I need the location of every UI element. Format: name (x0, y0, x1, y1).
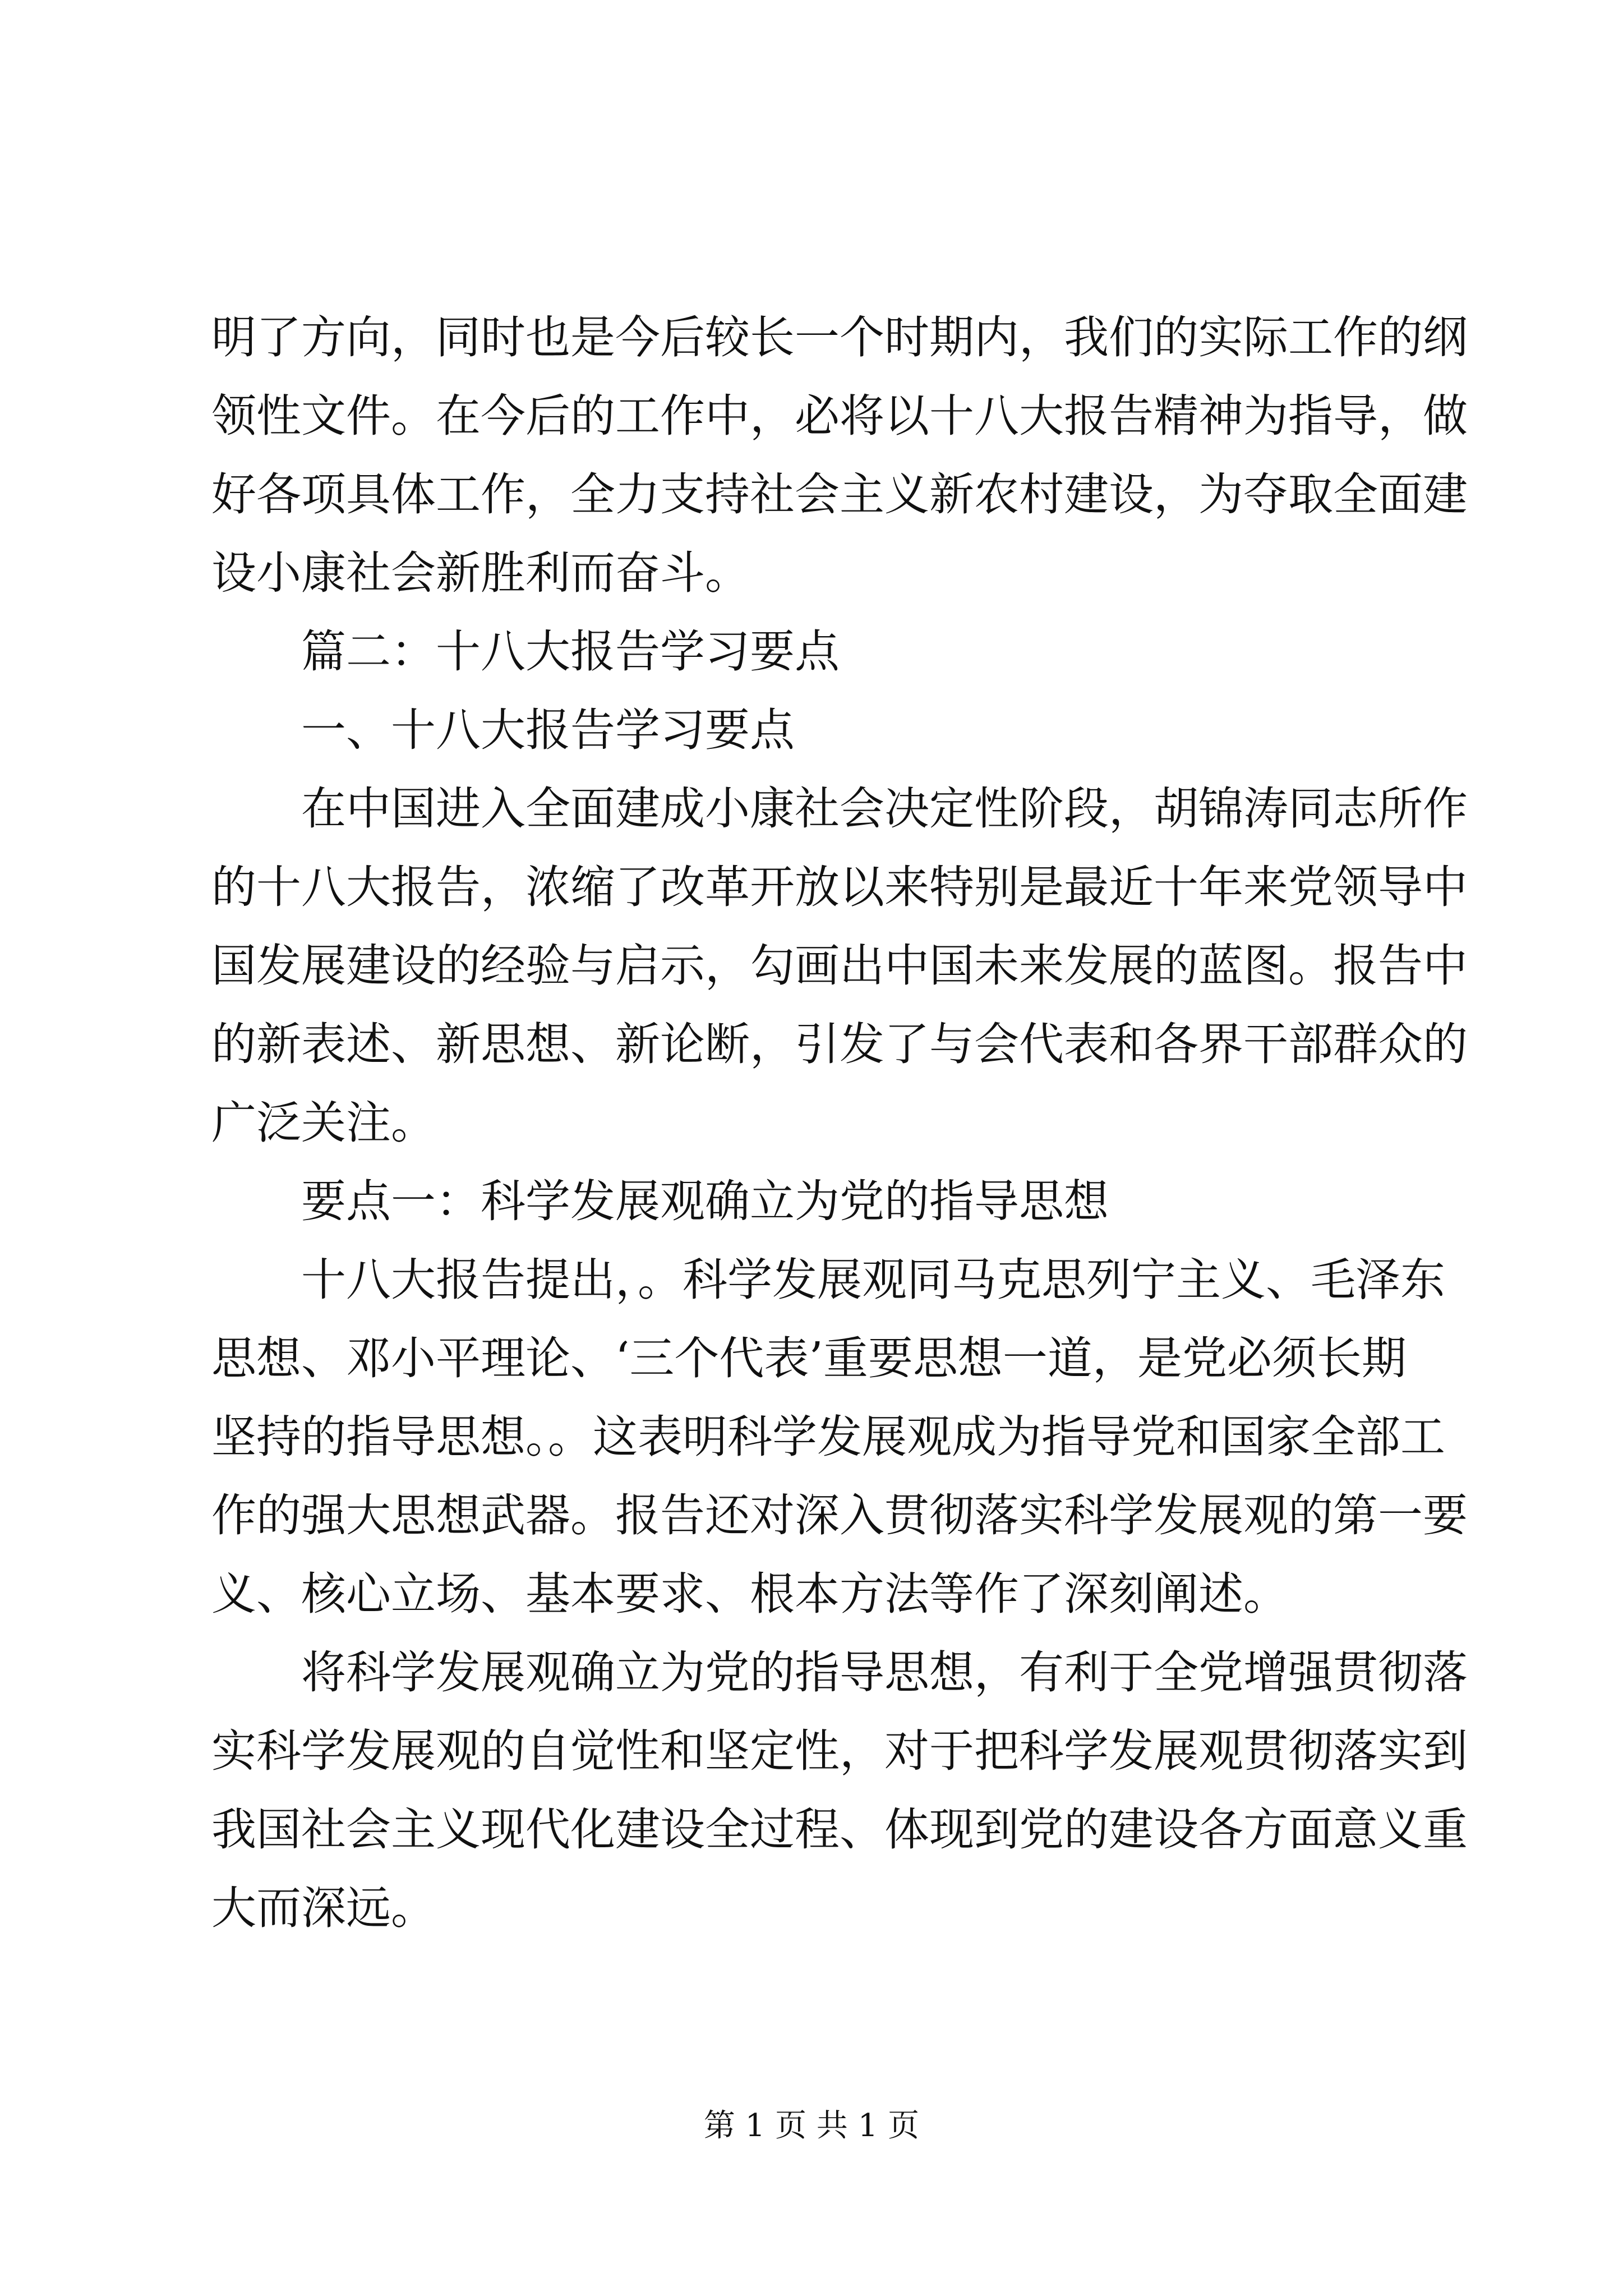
body-line: 好各项具体工作，全力支持社会主义新农村建设，为夺取全面建 (211, 468, 1468, 521)
body-line: 作的强大思想武器。报告还对深入贯彻落实科学发展观的第一要 (211, 1489, 1468, 1542)
body-line: 广泛关注。 (211, 1097, 436, 1149)
body-line: 坚持的指导思想。。这表明科学发展观成为指导党和国家全部工 (211, 1411, 1445, 1463)
body-line: 的新表述、新思想、新论断，引发了与会代表和各界干部群众的 (211, 1018, 1468, 1070)
body-line: 十八大报告提出，。科学发展观同马克思列宁主义、毛泽东 (301, 1254, 1445, 1306)
body-line: 在中国进入全面建成小康社会决定性阶段，胡锦涛同志所作 (301, 783, 1468, 835)
body-line: 将科学发展观确立为党的指导思想，有利于全党增强贯彻落 (301, 1646, 1468, 1699)
body-line: 我国社会主义现代化建设全过程、体现到党的建设各方面意义重 (211, 1803, 1468, 1856)
section-heading: 篇二：十八大报告学习要点 (301, 625, 840, 678)
point-heading: 要点一：科学发展观确立为党的指导思想 (301, 1175, 1109, 1227)
body-line: 的十八大报告，浓缩了改革开放以来特别是最近十年来党领导中 (211, 861, 1468, 913)
body-line: 实科学发展观的自觉性和坚定性，对于把科学发展观贯彻落实到 (211, 1725, 1468, 1777)
body-line: 设小康社会新胜利而奋斗。 (211, 547, 750, 599)
body-line: 领性文件。在今后的工作中，必将以十八大报告精神为指导，做 (211, 390, 1468, 442)
body-line: 国发展建设的经验与启示，勾画出中国未来发展的蓝图。报告中 (211, 940, 1468, 992)
body-line: 思想、邓小平理论、‘三个代表’重要思想一道，是党必须长期 (211, 1332, 1407, 1384)
subsection-heading: 一、十八大报告学习要点 (301, 704, 795, 756)
body-line: 明了方向，同时也是今后较长一个时期内，我们的实际工作的纲 (211, 311, 1468, 364)
body-line: 大而深远。 (211, 1882, 436, 1934)
body-line: 义、核心立场、基本要求、根本方法等作了深刻阐述。 (211, 1568, 1288, 1620)
page-number: 第 1 页 共 1 页 (703, 2108, 920, 2144)
